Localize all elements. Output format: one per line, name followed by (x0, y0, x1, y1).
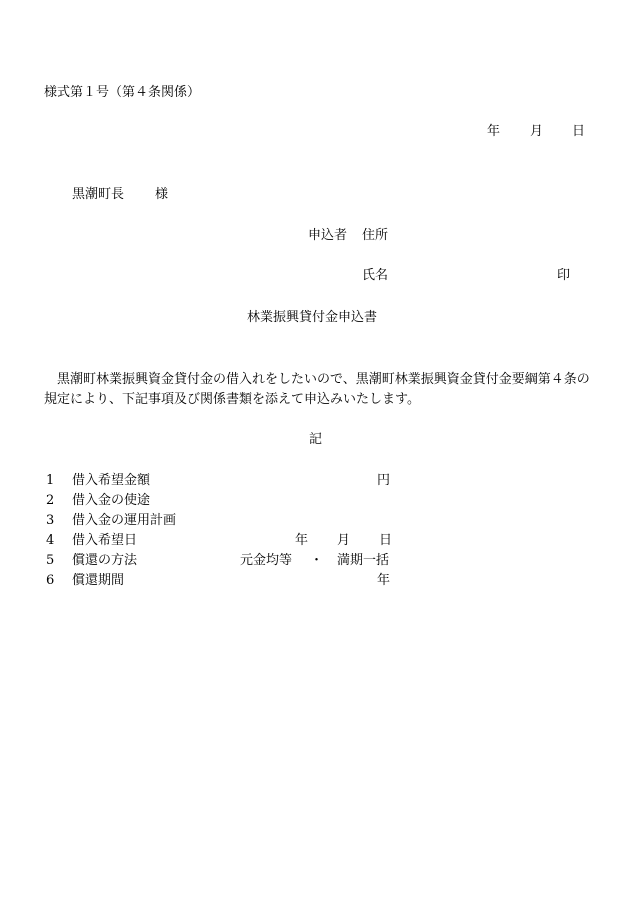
item-label: 償還期間 (72, 573, 125, 588)
item-month: 月 (337, 533, 351, 548)
repayment-option-equal: 元金均等 (240, 553, 293, 568)
item-unit: 円 (377, 473, 391, 488)
repayment-option-lump: 満期一括 (337, 553, 390, 568)
item-number: 2 (46, 493, 55, 508)
item-number: 3 (46, 513, 55, 528)
option-separator: ・ (310, 553, 324, 568)
body-text: 黒潮町林業振興資金貸付金の借入れをしたいので、黒潮町林業振興資金貸付金要綱第４条の規定により、下記事項及び関係書類を添えて申込みいたします。 (44, 372, 590, 407)
applicant-label: 申込者 (308, 228, 348, 243)
item-label: 借入金の運用計画 (72, 513, 177, 528)
item-number: 4 (46, 533, 55, 548)
item-day: 日 (379, 533, 393, 548)
item-label: 償還の方法 (72, 553, 138, 568)
item-unit: 年 (377, 573, 391, 588)
date-month: 月 (530, 124, 544, 139)
item-number: 5 (46, 553, 55, 568)
form-number: 様式第１号（第４条関係） (44, 85, 201, 100)
ki-heading: 記 (309, 432, 323, 447)
item-number: 6 (46, 573, 55, 588)
addressee-honorific: 様 (155, 187, 169, 202)
seal-mark: 印 (557, 268, 571, 283)
item-number: 1 (46, 473, 55, 488)
date-day: 日 (572, 124, 586, 139)
body-paragraph (44, 370, 594, 410)
date-year: 年 (487, 124, 501, 139)
item-year: 年 (295, 533, 309, 548)
item-label: 借入希望日 (72, 533, 138, 548)
document-title: 林業振興貸付金申込書 (247, 310, 378, 325)
addressee-name: 黒潮町長 (72, 187, 125, 202)
item-label: 借入金の使途 (72, 493, 151, 508)
name-label: 氏名 (362, 268, 389, 283)
address-label: 住所 (362, 228, 389, 243)
item-label: 借入希望金額 (72, 473, 151, 488)
